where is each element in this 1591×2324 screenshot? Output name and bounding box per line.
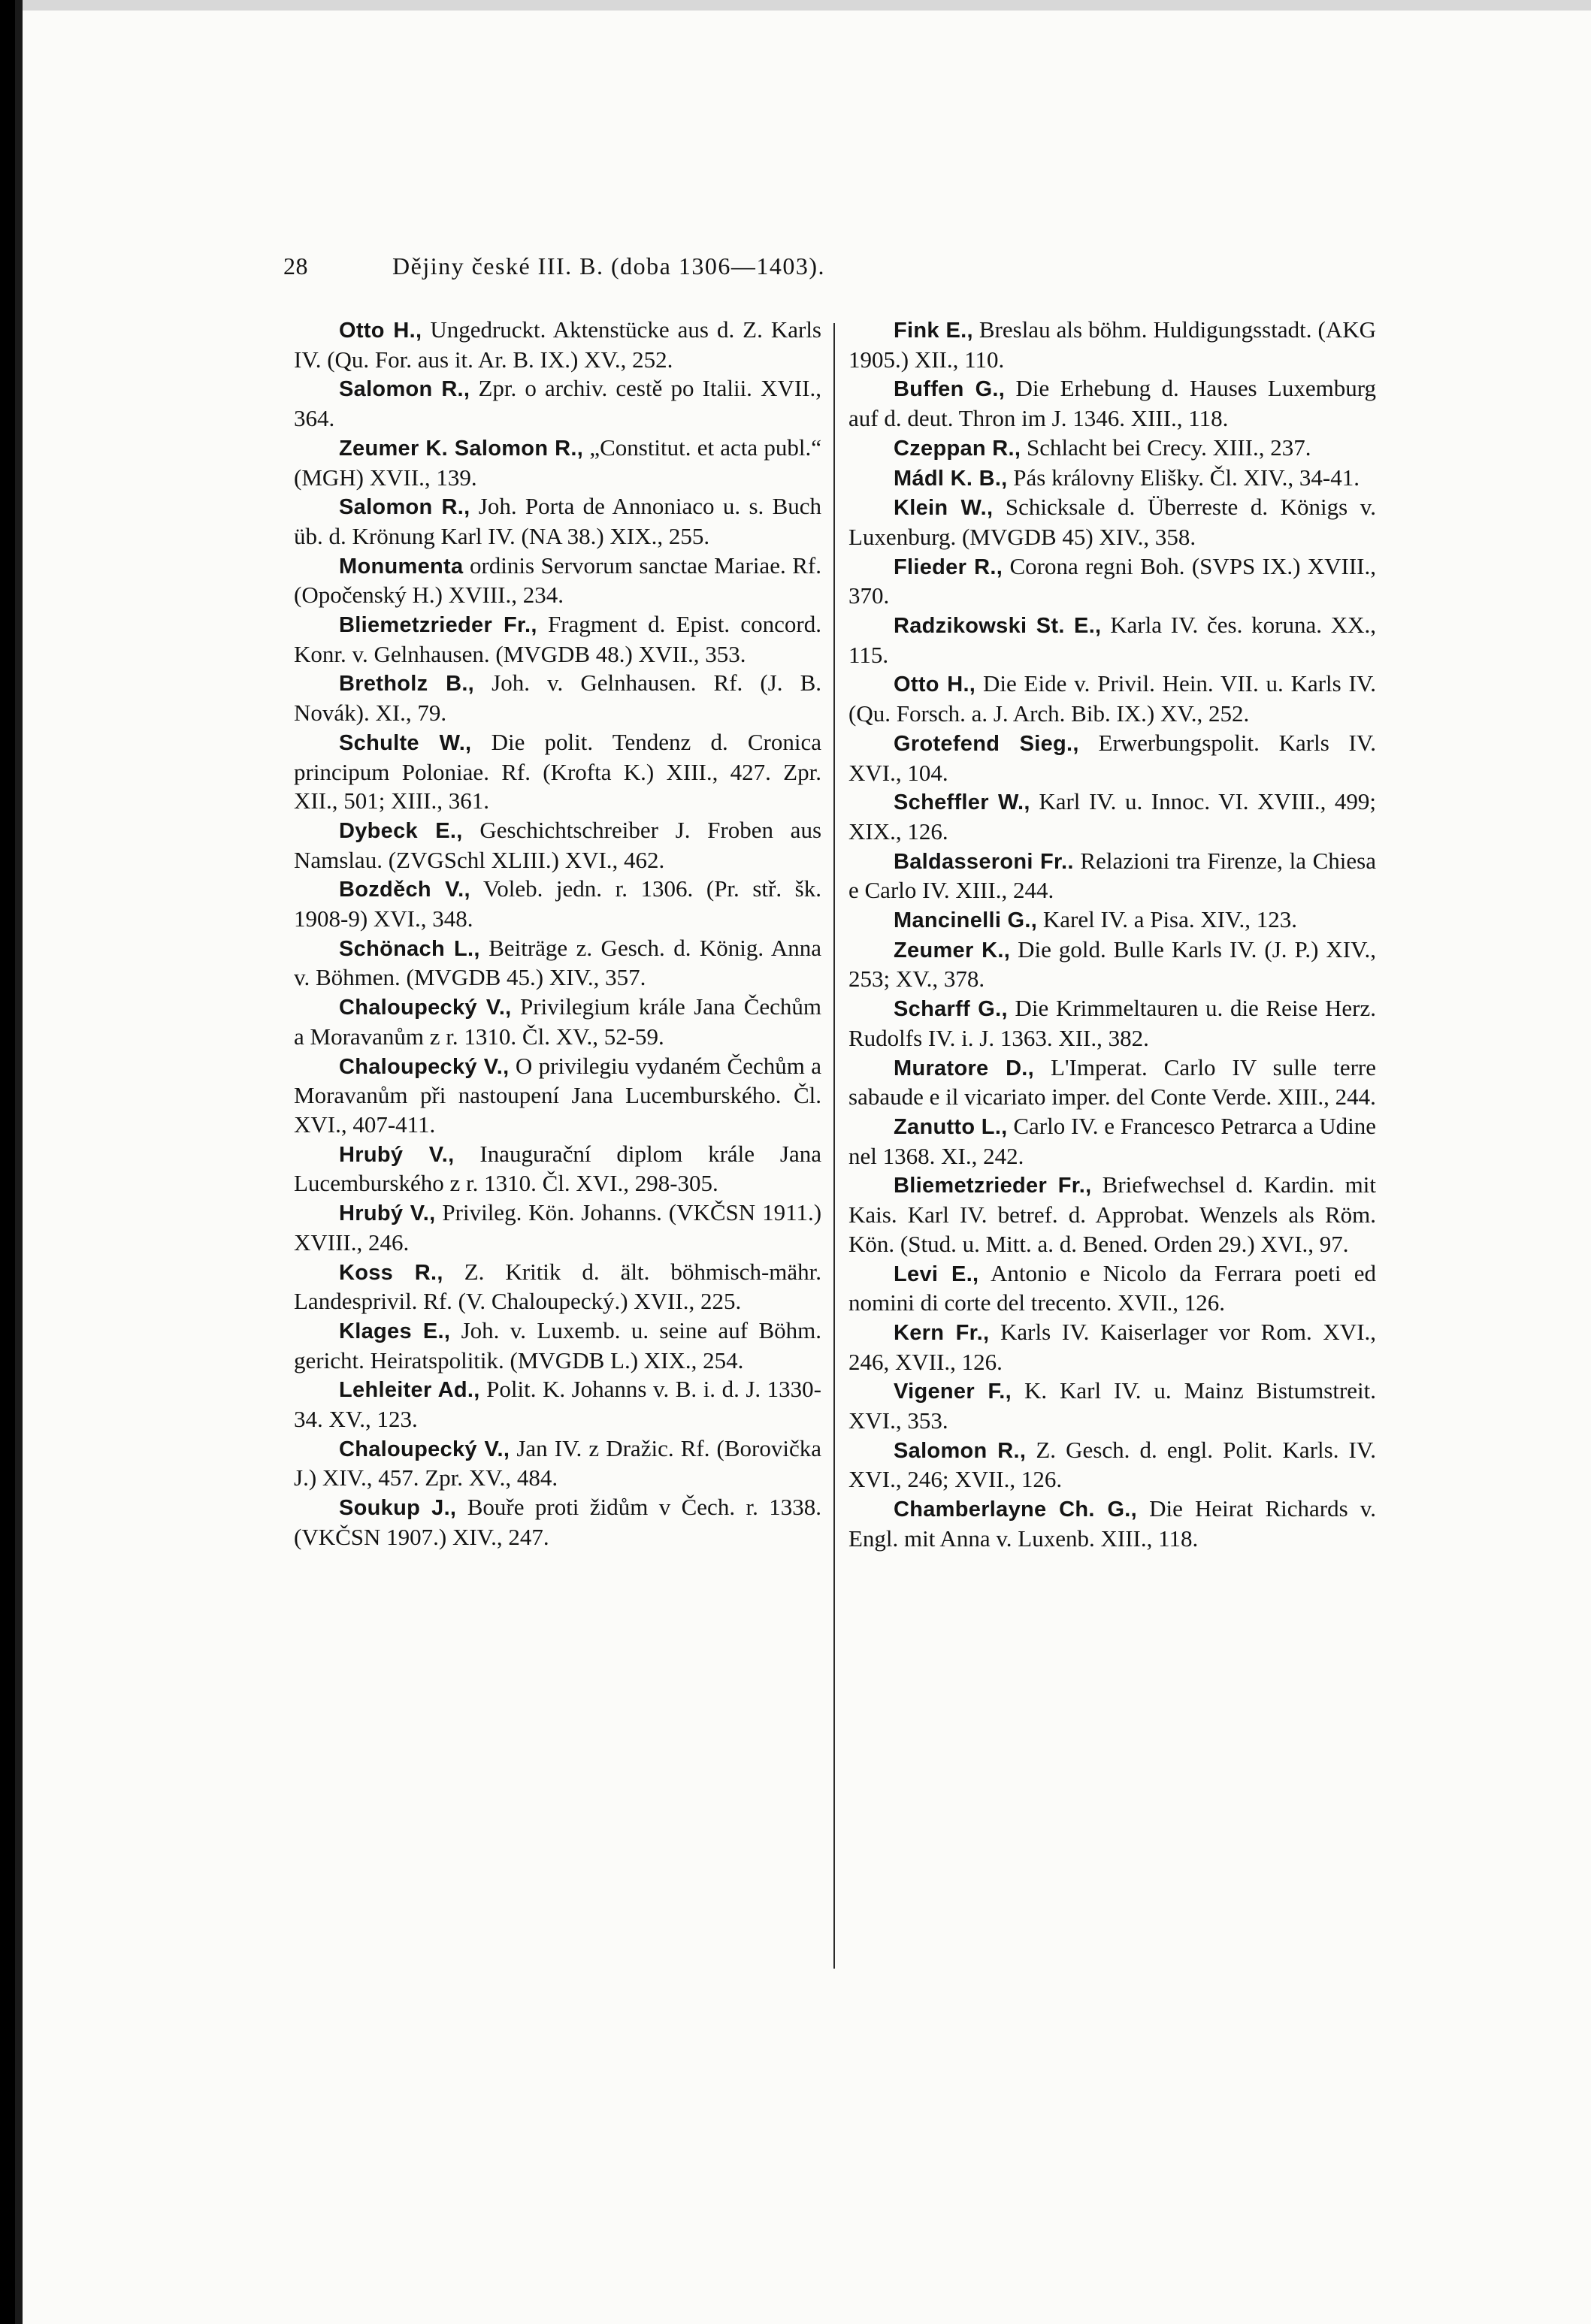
entry-author: Chaloupecký V., [339,996,512,1020]
bibliography-entry [294,610,821,669]
entry-author: Vigener F., [894,1380,1012,1404]
entry-author: Bozděch V., [339,878,470,902]
entry-text: K. Karl IV. u. Mainz Bistumstreit. XVI., 353. [848,1377,1377,1434]
bibliography-entry [848,552,1376,611]
bibliography-entry [848,1318,1376,1377]
bibliography-entry [294,816,821,875]
bibliography-entry [294,1258,821,1316]
bibliography-entry [294,993,821,1051]
entry-author: Grotefend Sieg., [894,731,1079,756]
entry-text: Corona regni Boh. (SVPS IX.) XVIII., 370. [848,552,1376,609]
entry-text: Geschichtschreiber J. Froben aus Namslau. (ZVGSchl XLIII.) XVI., 462. [294,816,822,873]
bibliography-entry [294,374,821,433]
entry-author: Salomon R., [339,495,470,520]
entry-author: Bliemetzrieder Fr., [339,613,537,638]
entry-text: O privilegiu vydaném Čechům a Moravanům při nastoupení Jana Lucemburského. Čl. XVI., 407-411. [294,1052,822,1138]
entry-text: L'Imperat. Carlo IV sulle terre sabaude e il vicariato imper. del Conte Verde. XIII., 244. [848,1053,1377,1111]
entry-text: Joh. v. Gelnhausen. Rf. (J. B. Novák). XI., 79. [294,669,821,727]
bibliography-entry [848,847,1376,905]
entry-text: Inaugurační diplom krále Jana Lucemburského z r. 1310. Čl. XVI., 298-305. [294,1140,822,1197]
bibliography-entry [848,1377,1376,1435]
entry-author: Soukup J., [339,1496,457,1521]
bibliography-entry [848,464,1376,494]
entry-author: Zeumer K., [894,938,1011,963]
bibliography-entry [848,374,1376,433]
entry-author: Zeumer K. Salomon R., [339,436,584,461]
bibliography-entry [294,1198,821,1257]
entry-text: Joh. Porta de Annoniaco u. s. Buch üb. d. Krönung Karl IV. (NA 38.) XIX., 255. [294,493,822,549]
running-head [283,249,1335,286]
entry-text: Die polit. Tendenz d. Cronica principum Poloniae. Rf. (Krofta K.) XIII., 427. Zpr. XII., 501; XIII., 361. [294,728,821,814]
entry-text: Z. Kritik d. ält. böhmisch-mähr. Landesprivil. Rf. (V. Chaloupecký.) XVII., 225. [294,1258,822,1315]
bibliography-entry [848,1259,1376,1318]
entry-author: Chaloupecký V., [339,1437,510,1461]
entry-text: „Constitut. et acta publ.“ (MGH) XVII., 139. [294,434,822,491]
entry-author: Salomon R., [339,377,470,402]
entry-author: Zanutto L., [894,1114,1008,1139]
entry-text: Briefwechsel d. Kardin. mit Kais. Karl IV. betref. d. Approbat. Wenzels als Röm. Kön. (Stud. u. Mitt. a. d. Bened. Orden 29.) XVI., 97. [848,1171,1376,1257]
scan-top-edge [15,0,1591,11]
bibliography-entry [294,1316,821,1375]
entry-text: Privileg. Kön. Johanns. (VKČSN 1911.) XVIII., 246. [294,1199,822,1256]
entry-text: Pás královny Elišky. Čl. XIV., 34-41. [1013,464,1360,491]
entry-text: Z. Gesch. d. engl. Polit. Karls. IV. XVI., 246; XVII., 126. [848,1436,1377,1493]
bibliography-entry [848,611,1376,669]
bibliography-entry [848,935,1376,994]
entry-text: Beiträge z. Gesch. d. König. Anna v. Böhmen. (MVGDB 45.) XIV., 357. [294,934,821,991]
bibliography-entry [294,728,821,816]
entry-author: Levi E., [894,1262,979,1286]
entry-author: Czeppan R., [894,436,1021,461]
entry-author: Hrubý V., [339,1201,436,1226]
bibliography-entry [848,1494,1376,1553]
bibliography-entry [294,1493,821,1552]
bibliography-entry [294,552,821,610]
entry-text: Relazioni tra Firenze, la Chiesa e Carlo IV. XIII., 244. [848,847,1376,904]
entry-text: Schlacht bei Crecy. XIII., 237. [1027,434,1311,461]
right-column [848,316,1376,1554]
entry-author: Fink E., [894,319,973,343]
entry-author: Schönach L., [339,936,480,961]
entry-text: Breslau als böhm. Huldigungsstadt. (AKG 1905.) XII., 110. [848,316,1376,373]
entry-text: Polit. K. Johanns v. B. i. d. J. 1330-34. XV., 123. [294,1376,821,1433]
page-number: 28 [283,252,308,280]
entry-author: Chaloupecký V., [339,1054,510,1079]
entry-author: Hrubý V., [339,1142,455,1167]
entry-text: Jan IV. z Dražic. Rf. (Borovička J.) XIV., 457. Zpr. XV., 484. [294,1434,822,1491]
entry-text: Privilegium krále Jana Čechům a Moravanům z r. 1310. Čl. XV., 52-59. [294,993,822,1050]
entry-author: Bretholz B., [339,672,475,697]
bibliography-entry [294,1375,821,1434]
entry-text: Voleb. jedn. r. 1306. (Pr. stř. šk. 1908-9) XVI., 348. [294,875,821,932]
entry-author: Klages E., [339,1319,451,1343]
bibliography-entry [848,669,1376,728]
bibliography-entry [848,316,1376,374]
entry-text: Karel IV. a Pisa. XIV., 123. [1042,906,1297,933]
book-page [15,0,1591,2324]
bibliography-entry [848,994,1376,1053]
bibliography-entry [848,493,1376,552]
entry-author: Kern Fr., [894,1320,990,1345]
bibliography-entry [848,787,1376,846]
bibliography-entry [294,934,821,993]
bibliography-entry [294,875,821,933]
entry-author: Scheffler W., [894,790,1030,815]
entry-text: Antonio e Nicolo da Ferrara poeti ed nomini di corte del trecento. XVII., 126. [848,1259,1376,1316]
page-header-title: Dějiny české III. B. (doba 1306—1403). [392,252,825,280]
entry-author: Salomon R., [894,1438,1027,1463]
entry-author: Dybeck E., [339,818,463,843]
entry-author: Chamberlayne Ch. G., [894,1497,1138,1522]
entry-text: Karls IV. Kaiserlager vor Rom. XVI., 246, XVII., 126. [848,1318,1377,1375]
entry-author: Baldasseroni Fr.. [894,849,1074,874]
bibliography-entry [294,1434,821,1493]
bibliography-entry [294,434,821,492]
entry-text: Die Eide v. Privil. Hein. VII. u. Karls IV. (Qu. Forsch. a. J. Arch. Bib. IX.) XV., 252. [848,670,1376,727]
entry-text: Die Erhebung d. Hauses Luxemburg auf d. deut. Thron im J. 1346. XIII., 118. [848,375,1376,432]
bibliography-entry [848,1436,1376,1494]
bibliography-entry [848,1171,1376,1259]
bibliography-entry [294,669,821,727]
entry-author: Muratore D., [894,1056,1035,1080]
entry-author: Buffen G., [894,377,1006,402]
bibliography-entry [294,316,821,374]
entry-author: Scharff G., [894,997,1008,1022]
entry-author: Monumenta [339,554,464,579]
entry-author: Lehleiter Ad., [339,1378,480,1403]
entry-text: ordinis Servorum sanctae Mariae. Rf. (Opočenský H.) XVIII., 234. [294,552,821,609]
entry-author: Otto H., [339,319,422,343]
entry-text: Schicksale d. Überreste d. Königs v. Luxenburg. (MVGDB 45) XIV., 358. [848,494,1377,550]
entry-text: Joh. v. Luxemb. u. seine auf Böhm. gericht. Heiratspolitik. (MVGDB L.) XIX., 254. [294,1316,821,1374]
entry-text: Carlo IV. e Francesco Petrarca a Udine nel 1368. XI., 242. [848,1112,1376,1169]
entry-author: Mancinelli G., [894,908,1038,933]
entry-text: Erwerbungspolit. Karls IV. XVI., 104. [848,729,1376,786]
entry-author: Klein W., [894,496,994,521]
entry-text: Karla IV. čes. koruna. XX., 115. [848,612,1376,668]
left-column [294,316,821,1552]
entry-author: Otto H., [894,672,976,697]
entry-author: Koss R., [339,1260,443,1285]
bibliography-entry [848,729,1376,787]
scan-left-edge [15,0,23,2324]
entry-text: Die Krimmeltauren u. die Reise Herz. Rudolfs IV. i. J. 1363. XII., 382. [848,995,1377,1051]
bibliography-entry [848,905,1376,935]
entry-author: Flieder R., [894,555,1003,579]
bibliography-entry [294,1052,821,1140]
entry-text: Die Heirat Richards v. Engl. mit Anna v. Luxenb. XIII., 118. [848,1495,1377,1552]
entry-author: Mádl K. B., [894,466,1008,491]
bibliography-entry [848,1053,1376,1112]
entry-text: Karl IV. u. Innoc. VI. XVIII., 499; XIX., 126. [848,788,1377,845]
entry-text: Fragment d. Epist. concord. Konr. v. Gelnhausen. (MVGDB 48.) XVII., 353. [294,611,821,667]
entry-text: Ungedruckt. Aktenstücke aus d. Z. Karls IV. (Qu. For. aus it. Ar. B. IX.) XV., 252. [294,316,821,373]
bibliography-entry [848,1112,1376,1171]
entry-author: Bliemetzrieder Fr., [894,1174,1092,1198]
entry-text: Die gold. Bulle Karls IV. (J. P.) XIV., 253; XV., 378. [848,935,1376,993]
bibliography-entry [848,434,1376,464]
entry-author: Radzikowski St. E., [894,614,1102,639]
column-divider [833,323,835,1969]
entry-text: Bouře proti židům v Čech. r. 1338. (VKČSN 1907.) XIV., 247. [294,1494,821,1550]
bibliography-entry [294,492,821,551]
entry-text: Zpr. o archiv. cestě po Italii. XVII., 364. [294,375,822,432]
entry-author: Schulte W., [339,730,472,755]
bibliography-entry [294,1140,821,1198]
